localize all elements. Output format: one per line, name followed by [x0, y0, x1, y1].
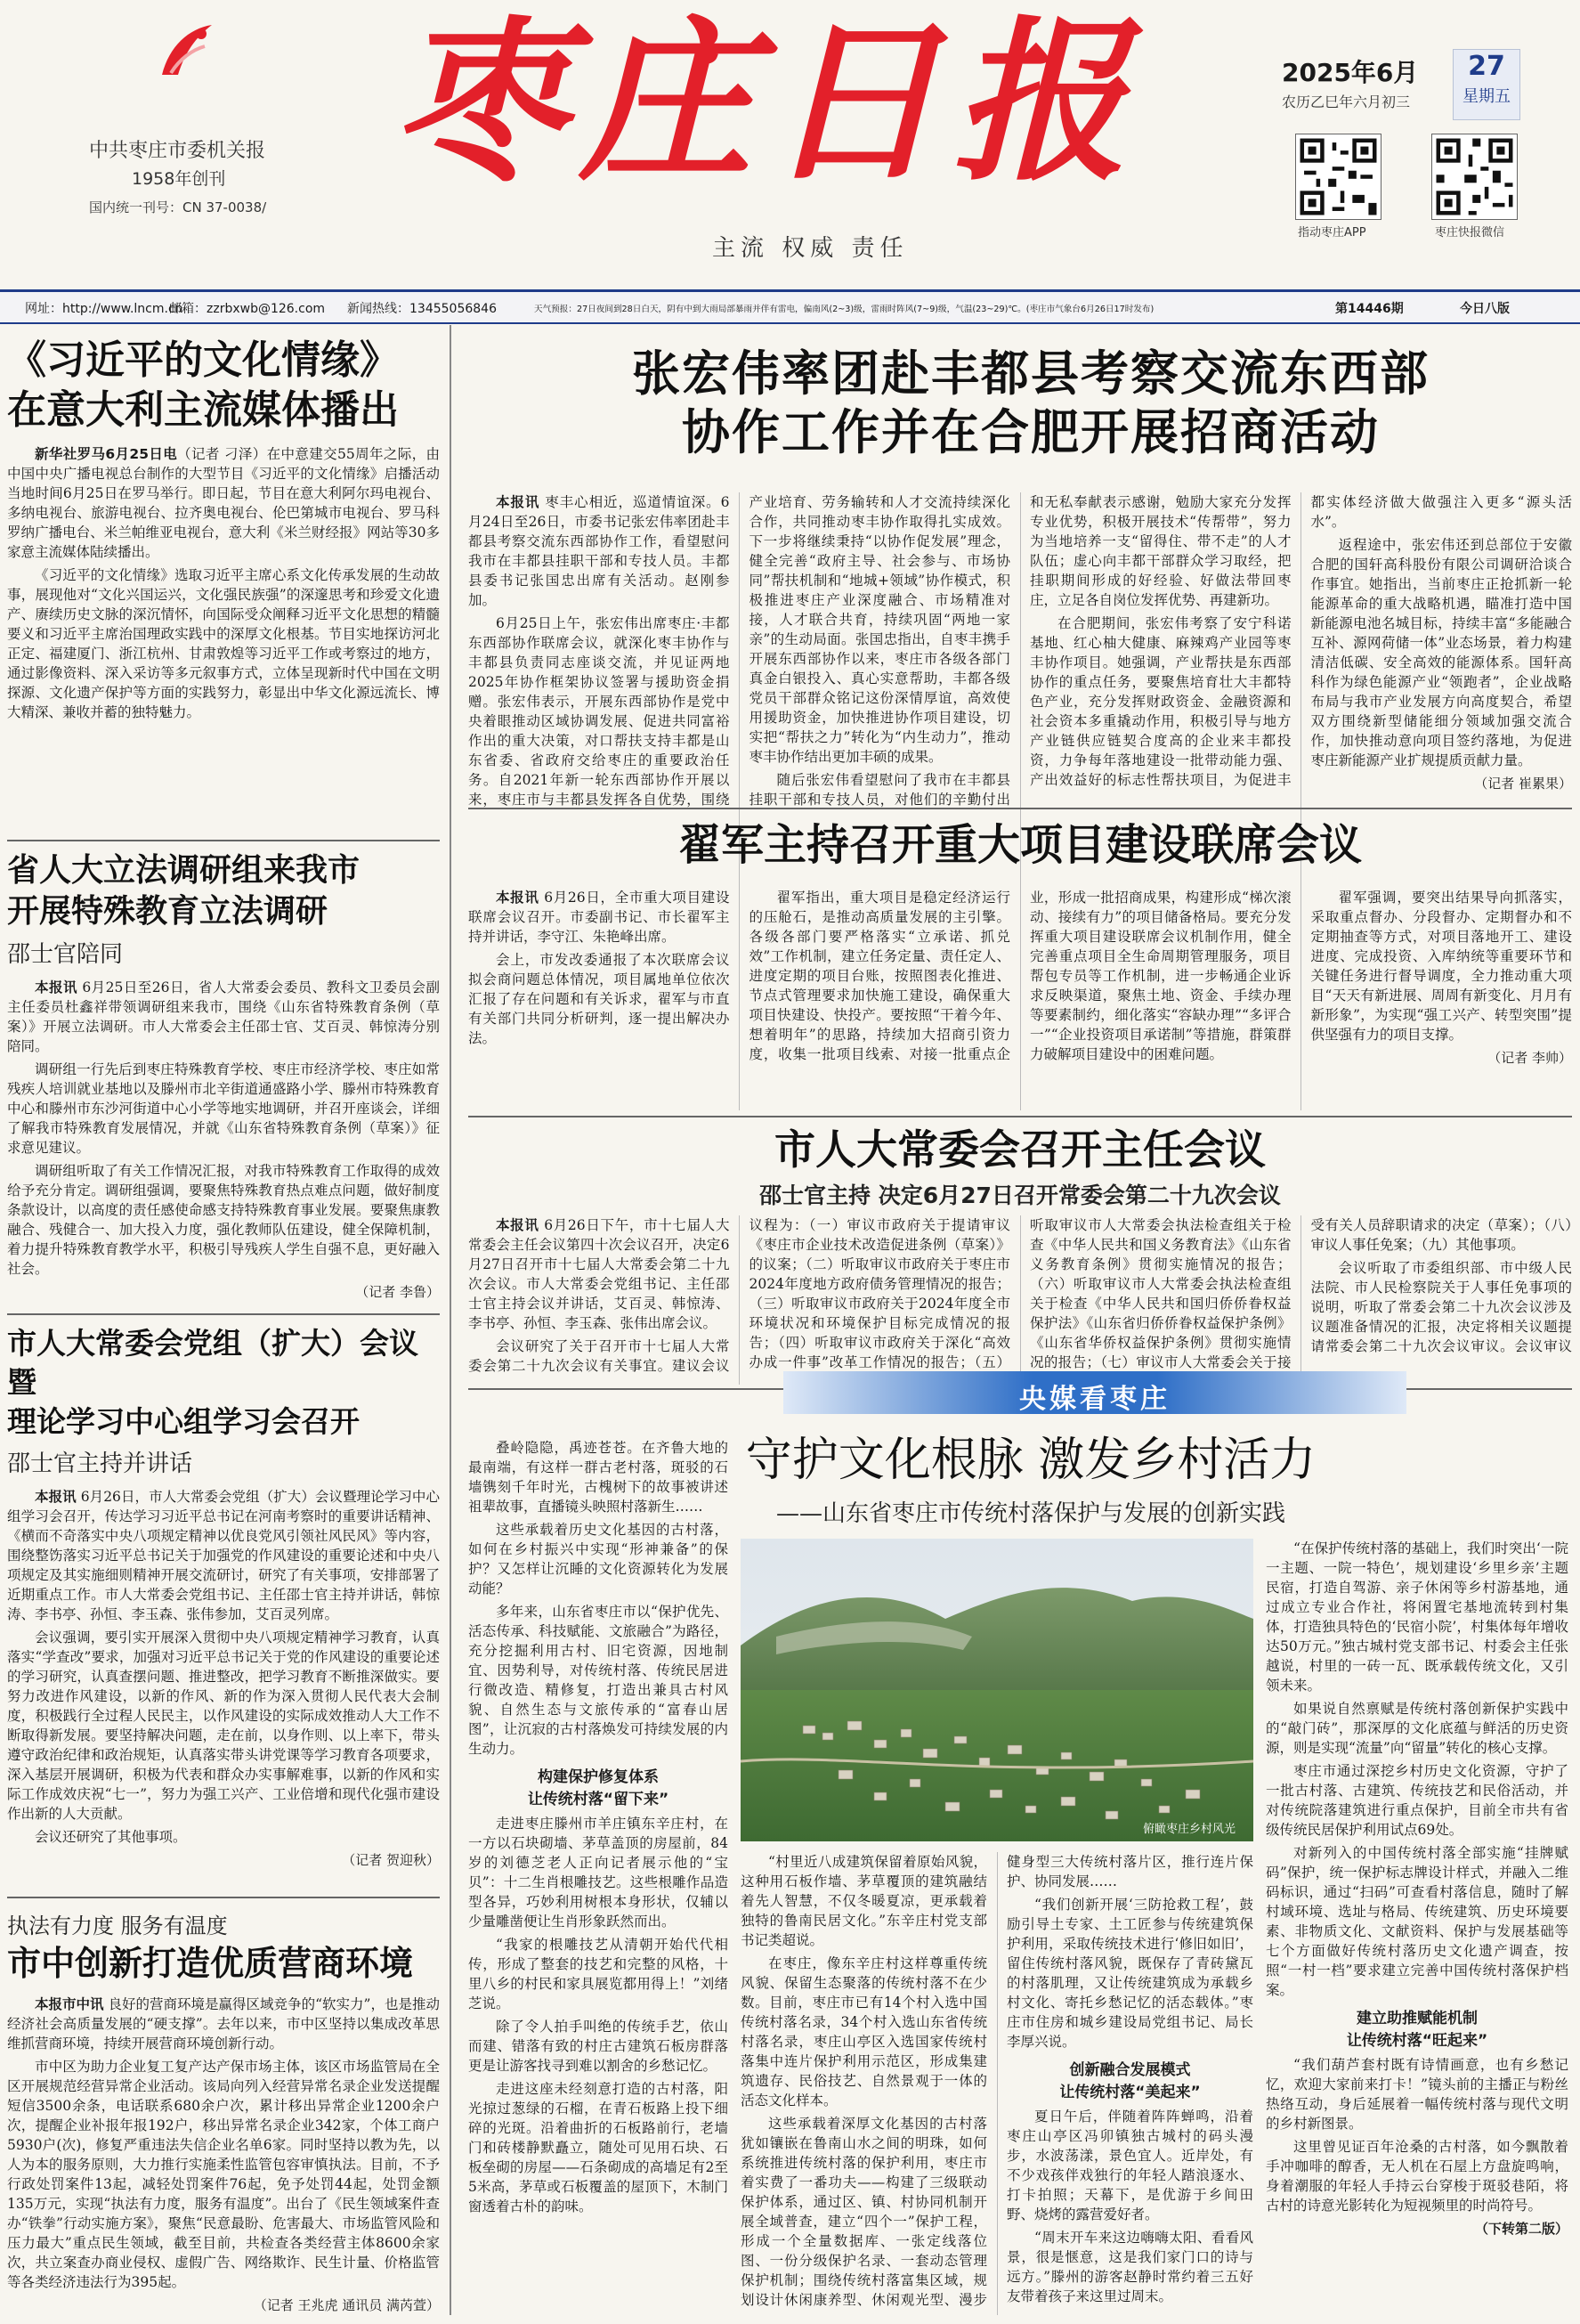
dateline: 本报讯	[496, 1217, 539, 1233]
paragraph: 除了令人拍手叫绝的传统手艺，依山而建、错落有致的村庄古建筑石板房群落更是让游客找寻到难以割舍的乡愁记忆。	[468, 2019, 728, 2074]
paragraph: 6月25日上午，张宏伟出席枣庄·丰都东西部协作联席会议，就深化枣丰协作与丰都县负责同志座谈交流，并见证两地2025年协作框架协议签署与援助资金捐赠。张宏伟表示，开展东西部协作是党中央着眼推动区域协调发展、促进共同富裕作出的重大决策，对口帮扶支持丰都是山东省委、省政府交给枣庄的重要政治任务。自2021年新一轮东西部协作开展以来，枣庄市与丰都县发挥各自优势，围绕产业培育、劳务输转和人才交流持续深化合作，共同推动枣丰协作取得扎实成效。下一步将继续秉持“以协作促发展”理念，健全完善“政府主导、社会参与、市场协同”帮扶机制和“地城+领域”协作模式，积极推进枣庄产业深度融合、市场精准对接，人才联合共育，持续巩固“两地一家亲”的生动局面。张国忠指出，自枣丰携手开展东西部协作以来，枣庄市各级各部门真金白银投入、真心实意帮助，丰都各级党员干部群众铭记这份深情厚谊，高效使用援助资金，加快推进协作项目建设，切实把“帮扶之力”转化为“内生动力”，推动枣丰协作结出更加丰硕的成果。	[468, 494, 1010, 808]
paragraph: 会上，市发改委通报了本次联席会议拟会商问题总体情况，项目属地单位依次汇报了存在问题和有关诉求，翟军与市直有关部门共同分析研判，逐一提出解决办法。	[468, 952, 730, 1046]
story-special-education	[7, 850, 440, 1301]
story-culture-program	[7, 336, 440, 726]
left-column	[0, 325, 451, 2315]
paragraph: 翟军强调，要突出结果导向抓落实，采取重点督办、分段督办、定期督办和不定期抽查等方式，对项目落地开工、建设进度、完成投资、入库纳统等重要环节和关键任务进行督导调度，全力推动重大项目“天天有新进展、周周有新变化、月月有新形象”，为实现“强工兴产、转型突围”提供坚强有力的项目支撑。	[1310, 890, 1572, 1043]
feature-body-col1	[468, 1438, 728, 2315]
director-meeting-body	[468, 1215, 1572, 1385]
headline-line1[interactable]: 《习近平的文化情缘》	[7, 337, 399, 383]
paragraph: 良好的营商环境是赢得区域竞争的“软实力”，也是推动经济社会高质量发展的“硬支撑”。去年以来，市中区坚持以集成改革思维抓营商环境，持续开展营商环境创新行动。	[7, 1996, 440, 2052]
byline: （记者 王兆虎 通讯员 满芮萱）	[253, 2297, 440, 2313]
feature-banner	[783, 1371, 1406, 1414]
section-heading: 构建保护修复体系 让传统村落“留下来”	[527, 1768, 669, 1808]
qr2-label: 枣庄快报微信	[1435, 226, 1505, 240]
kicker: 执法有力度 服务有温度	[7, 1914, 228, 1938]
paragraph: 随后张宏伟看望慰问了我市在丰都县挂职干部和专技人员，对他们的辛勤付出和无私奉献表示感谢，勉励大家充分发挥专业优势，积极开展技术“传帮带”，努力为当地培养一支“留得住、带不走”的人才队伍；虚心向丰都干部群众学习取经，把挂职期间形成的好经验、好做法带回枣庄，立足各自岗位发挥优势、再建新功。	[749, 494, 1292, 808]
dateline: 本报讯	[496, 890, 539, 906]
director-meeting-headline-block	[468, 1123, 1572, 1210]
section-heading: 建立助推赋能机制 让传统村落“旺起来”	[1346, 2010, 1488, 2050]
photo-image	[741, 1539, 1253, 1841]
slogan: 主流 权威 责任	[712, 235, 909, 262]
byline: （记者 李帅）	[1487, 1050, 1572, 1066]
feature-body-right-col	[1266, 1539, 1568, 2315]
dateline: 本报讯	[496, 494, 540, 510]
paragraph: 6月26日下午，市十七届人大常委会主任会议第四十次会议召开，决定6月27日召开市十七届人大常委会第二十九次会议。市人大常委会党组书记、主任邵士官主持会议并讲话，艾百灵、韩惊涛、李书亭、孙恒、李玉森、张伟出席会议。	[468, 1217, 730, 1331]
paragraph: 枣丰心相近，巡道情谊深。6月24日至26日，市委书记张宏伟率团赴丰都县考察交流东西部协作工作，看望慰问我市在丰都县挂职干部和专技人员。丰都县委书记张国忠出席有关活动。赵刚参加。	[468, 494, 730, 608]
qr-code-icon[interactable]	[1295, 134, 1381, 220]
photo-caption: 俯瞰枣庄乡村风光	[1142, 1823, 1236, 1836]
paragraph: 夏日午后，伴随着阵阵蝉鸣，沿着枣庄山亭区冯卯镇独古城村的码头漫步，水波荡漾，景色宜人。近岸处，有不少戏孩伴戏独行的年轻人踏浪逐水、打卡拍照；天幕下，是优游于乡间田野、烧烤的露营爱好者。	[1007, 2109, 1253, 2222]
headline-line2[interactable]: 开展特殊教育立法调研	[7, 893, 328, 930]
info-bar	[0, 289, 1580, 324]
dateline: 本报讯	[35, 979, 77, 995]
dateline: 新华社罗马6月25日电	[35, 446, 178, 462]
paragraph: 市中区为助力企业复工复产达产保市场主体，该区市场监管局在全区开展规范经营异常企业活动。该局向列入经营异常名录企业发送提醒短信3500余条，电话联系680余户次，累计移出异常企业1200余户次，提醒企业补报年报192户，移出异常名录企业342家，个体工商户5930户(次)，修复严重违法失信企业名单6家。同时坚持以教为先，以人为本的服务原则，大力推行实施柔性监管包容审慎执法。目前，不予行政处罚案件13起，减轻处罚案件76起，免予处罚44起，处罚金额135万元，实现“执法有力度，服务有温度”。出台了《民生领域案件查办“铁拳”行动实施方案》，聚焦“民意最盼、危害最大、市场监管风险和压力最大”重点民生领域，截至目前，共检查各类经营主体8600余家次，共立案查办商业侵权、虚假广告、网络欺诈、民生计量、价格监管等各类经济违法行为395起。	[7, 2059, 440, 2290]
paragraph: 会议研究了关于召开市十七届人大常委会第二十九次会议有关事宜。建议会议议程为：（一）审议市政府关于提请审议《枣庄市企业技术改造促进条例（草案）》的议案；（二）听取审议市政府关于枣庄市2024年度地方政府债务管理情况的报告；（三）听取审议市政府关于2024年度全市环境状况和环境保护目标完成情况的报告；（四）听取审议市政府关于深化“高效办成一件事”改革工作情况的报告；（五）听取审议市人大常委会执法检查组关于检查《中华人民共和国义务教育法》《山东省义务教育条例》贯彻实施情况的报告；（六）听取审议市人大常委会执法检查组关于检查《中华人民共和国归侨侨眷权益保护法》《山东省归侨侨眷权益保护条例》《山东省华侨权益保护条例》贯彻实施情况的报告；（七）审议市人大常委会关于接受有关人员辞职请求的决定（草案）；（八）审议人事任免案；（九）其他事项。	[468, 1217, 1572, 1374]
weekday: 星期五	[1463, 87, 1511, 106]
paragraph: 对新列入的中国传统村落全部实施“挂牌赋码”保护，统一保护标志牌设计样式，并融入二维码标识，通过“扫码”可查看村落信息，随时了解村域环境、选址与格局、传统建筑、历史环境要素、非物质文化、文献资料、保护与发展基础等七个方面做好传统村落历史文化遗产调查，按照“一村一档”要求建立完善中国传统村落保护档案。	[1266, 1845, 1568, 1998]
byline: （记者 崔累果）	[1474, 776, 1572, 792]
paragraph: 这些承载着历史文化基因的古村落，如何在乡村振兴中实现“形神兼备”的保护？又怎样让沉睡的文化资源转化为发展动能？	[468, 1522, 728, 1597]
divider	[7, 840, 440, 841]
paragraph: 返程途中，张宏伟还到总部位于安徽合肥的国轩高科股份有限公司调研洽谈合作事宜。她指出，当前枣庄正抢抓新一轮能源革命的重大战略机遇，瞄准打造中国新能源电池名城目标，持续丰富“多能融合互补、源网荷储一体”业态场景，着力构建清洁低碳、安全高效的能源体系。国轩高科作为绿色能源产业“领跑者”，企业战略布局与我市产业发展方向高度契合，希望双方围绕新型储能细分领域加强交流合作，加快推动意向项目签约落地，为促进枣庄新能源产业扩规提质贡献力量。	[1310, 537, 1572, 768]
paragraph: 调研组一行先后到枣庄特殊教育学校、枣庄市经济学校、枣庄如常残疾人培训就业基地以及滕州市北辛街道通盛路小学、滕州市特殊教育中心和滕州市东沙河街道中心小学等地实地调研，并召开座谈会，详细了解我市特殊教育发展情况，并就《山东省特殊教育条例（草案）》征求意见建议。	[7, 1061, 440, 1156]
paragraph: “我家的根雕技艺从清朝开始代代相传，形成了整套的技艺和完整的风格，十里八乡的村民和家具展览都用得上！”刘绪芝说。	[468, 1937, 728, 2011]
paragraph: 走进枣庄滕州市羊庄镇东辛庄村，在一方以石块砌墙、茅草盖顶的房屋前，84岁的刘德芝老人正向记者展示他的“宝贝”：十二生肖根雕技艺。这些根雕作品造型各异，巧妙利用树根本身形状，仅辅以少量雕凿便让生肖形象跃然而出。	[468, 1816, 728, 1930]
divider	[7, 1313, 440, 1315]
weather-forecast: 天气预报：27日夜间到28日白天，阴有中到大雨局部暴雨并伴有雷电，偏南风(2~3)级，雷雨时阵风(7~9)级，气温(23~29)℃。(枣庄市气象台6月26日17时发布)	[534, 305, 1155, 314]
paragraph: “周末开车来这边嗨嗨太阳、看看风景，很是惬意，这是我们家门口的诗与远方。”滕州的游客赵静时常约着三五好友带着孩子来这里过周末。	[1007, 2230, 1253, 2304]
paragraph: 会议还研究了其他事项。	[35, 1829, 187, 1845]
project-meeting-headline-block	[468, 817, 1572, 874]
paragraph: “村里近八成建筑保留着原始风貌，这种用石板作墙、茅草覆顶的建筑融结着先人智慧，不仅冬暖夏凉，更承载着独特的鲁南民居文化。”东辛庄村党支部书记类超说。	[741, 1854, 987, 1948]
subheadline: 邵士官主持并讲话	[7, 1450, 193, 1477]
divider	[468, 1116, 1572, 1117]
website[interactable]: 网址：http://www.lncm.cn	[25, 302, 183, 316]
paragraph: 6月25日至26日，省人大常委会委员、教科文卫委员会副主任委员杜鑫祥带领调研组来我市，围绕《山东省特殊教育条例（草案）》开展立法调研。市人大常委会主任邵士官、艾百灵、韩惊涛分别陪同。	[7, 979, 440, 1054]
email[interactable]: 邮箱：zzrbxwb@126.com	[169, 302, 326, 316]
day-number: 27	[1468, 51, 1505, 82]
qr1-label: 指动枣庄APP	[1298, 226, 1366, 240]
paragraph: 《习近平的文化情缘》选取习近平主席心系文化传承发展的生动故事，展现他对“文化兴国运兴，文化强民族强”的深邃思考和珍爱文化遗产、赓续历史文脉的深沉情怀，向国际受众阐释习近平文化思想的精髓要义和习近平主席治国理政实践中的深厚文化根基。节目实地探访河北正定、福建厦门、浙江杭州、甘肃敦煌等习近平工作或考察过的地方，通过影像资料、深入采访等多元叙事方式，立体呈现新时代中国在文明探源、文化遗产保护等方面的实践努力，彰显出中华文化源远流长、博大精深、兼收并蓄的独特魅力。	[7, 567, 440, 720]
masthead	[0, 0, 1580, 272]
subheadline: 邵士官陪同	[7, 941, 124, 968]
story-business-environment	[7, 1908, 440, 2314]
paragraph: 如果说自然禀赋是传统村落创新保护实践中的“敲门砖”，那深厚的文化底蕴与鲜活的历史资源，则是实现“流量”向“留量”转化的核心支撑。	[1266, 1701, 1568, 1756]
issn-label: 国内统一刊号：CN 37-0038/	[89, 199, 267, 215]
page-count: 今日八版	[1460, 302, 1510, 316]
hotline: 新闻热线：13455056846	[347, 302, 497, 316]
headline-line1[interactable]: 省人大立法调研组来我市	[7, 852, 361, 889]
paragraph: 走进这座未经刻意打造的古村落，阳光掠过葱绿的石榴，在青石板路上投下细碎的光斑。沿着曲折的石板路前行，老墙门和砖楼静默矗立，随处可见用石块、石板垒砌的房屋——石条砌成的高墙足有2至5米高，茅草或石板覆盖的屋顶下，木制门窗透着古朴的韵味。	[468, 2081, 728, 2214]
divider	[7, 1897, 440, 1898]
paragraph: 叠岭隐隐，禹迹苍苍。在齐鲁大地的最南端，有这样一群古老村落，斑驳的石墙镌刻千年时光，古槐树下的故事被讲述祖辈故事，直播镜头映照村落新生……	[468, 1440, 728, 1515]
lead-headline-line2[interactable]: 协作工作并在合肥开展招商活动	[682, 404, 1380, 460]
headline[interactable]: 市人大常委会召开主任会议	[774, 1125, 1266, 1174]
issue-date: 2025年6月	[1282, 58, 1419, 87]
paragraph: 6月26日，全市重大项目建设联席会议召开。市委副书记、市长翟军主持并讲话，李守江、朱艳峰出席。	[468, 890, 730, 945]
feature-subheadline: ——山东省枣庄市传统村落保护与发展的创新实践	[775, 1500, 1285, 1527]
story-party-meeting	[7, 1324, 440, 1869]
paragraph: “我们葫芦套村既有诗情画意，也有乡愁记忆，欢迎大家前来打卡！”镜头前的主播正与粉丝热络互动，身后延展着一幅传统村落与现代文明的乡村新图景。	[1266, 2057, 1568, 2132]
project-meeting-body	[468, 888, 1572, 1110]
paragraph: 这些承载着深厚文化基因的古村落犹如镶嵌在鲁南山水之间的明珠，如何系统推进传统村落的保护利用，枣庄市着实费了一番功夫——构建了三级联动保护体系，通过区、镇、村协同机制开展全域普查，建立“四个一”保护工程，形成一个全量数据库、一张定线落位图、一份分级保护名录、一套动态管理保护机制；围绕传统村落富集区域，规划设计休闲康养型、休闲观光型、漫步健身型三大传统村落片区，推行连片保护、协同发展……	[741, 1854, 1253, 2308]
headline-line1[interactable]: 市人大常委会党组（扩大）会议暨	[7, 1326, 418, 1400]
paragraph: “我们创新开展‘三防抢救工程’，鼓励引导土专家、土工匠参与传统建筑保护利用，采取传统技术进行‘修旧如旧’，留住传统村落风貌，既保存了青砖黛瓦的村落肌理，又让传统建筑成为承载乡村文化、寄托乡愁记忆的活态载体。”枣庄市住房和城乡建设局党组书记、局长李厚兴说。	[1007, 1897, 1253, 2050]
feature-body-below-photo	[741, 1852, 1253, 2315]
headline-line2[interactable]: 在意大利主流媒体播出	[7, 387, 399, 433]
paragraph: 6月26日，市人大常委会党组（扩大）会议暨理论学习中心组学习会召开，传达学习习近平总书记在河南考察时的重要讲话精神、《横而不奇落实中央八项规定精神以优良党风引领社风民风》等内容，围绕整饬落实习近平总书记关于加强党的作风建设的重要论述和中央八项规定及其实施细则精神开展交流研讨，研究了有关事项，安排部署了近期重点工作。市人大常委会党组书记、主任邵士官主持并讲话，韩惊涛、李书亭、孙恒、李玉森、张伟参加，艾百灵列席。	[7, 1489, 440, 1622]
paragraph: 枣庄市通过深挖乡村历史文化资源，守护了一批古村落、古建筑、传统技艺和民俗活动，并对传统院落建筑进行重点保护，目前全市共有省级传统民居保护利用试点69处。	[1266, 1763, 1568, 1838]
feature-headline[interactable]: 守护文化根脉 激发乡村活力	[745, 1434, 1317, 1487]
issue-number: 第14446期	[1335, 302, 1404, 316]
headline-line2[interactable]: 理论学习中心组学习会召开	[7, 1404, 360, 1439]
paragraph: （记者 刁泽）在中意建交55周年之际，由中国中央广播电视总台制作的大型节目《习近平的文化情缘》启播活动当地时间6月25日在罗马举行。即日起，节目在意大利阿尔玛电视台、多纳电视台、旅游电视台、拉齐奥电视台、伦巴第城市电视台、罗马科罗纳广播电台、米兰帕维亚电视台，意大利《米兰财经报》网站等30多家意主流媒体陆续播出。	[7, 446, 441, 560]
paragraph: 在合肥期间，张宏伟考察了安宁科诺基地、红心柚大健康、麻辣鸡产业园等枣丰协作项目。她强调，产业帮扶是东西部协作的重点任务，要聚焦培育壮大丰都特色产业，充分发挥财政资金、金融资源和社会资本多重撬动作用，积极引导与地方产业链供应链契合度高的企业来丰都投资，力争每年落地建设一批带动能力强、产出效益好的标志性帮扶项目，为促进丰都实体经济做大做强注入更多“源头活水”。	[1030, 494, 1572, 788]
paragraph: 会议听取了市委组织部、市中级人民法院、市人民检察院关于人事任免事项的说明，听取了常委会第二十九次会议涉及议题准备情况的汇报，决定将相关议题提请常委会第二十九次会议审议。会议审议	[1310, 1260, 1572, 1354]
continued-notice[interactable]: （下转第二版）	[1474, 2221, 1568, 2237]
masthead-title: 枣庄日报	[392, 0, 1140, 205]
founded-label: 1958年创刊	[132, 169, 226, 189]
divider	[468, 808, 1572, 809]
section-heading: 创新融合发展模式 让传统村落“美起来”	[1059, 2061, 1201, 2101]
byline: （记者 贺迎秋）	[342, 1852, 440, 1868]
publisher-label: 中共枣庄市委机关报	[89, 140, 266, 162]
paragraph: 在枣庄，像东辛庄村这样尊重传统风貌、保留生态聚落的传统村落不在少数。目前，枣庄市已有14个村入选中国传统村落名录，34个村入选山东省传统村落名录，枣庄山亭区入选国家传统村落集中连片保护利用示范区，形成集建筑遗存、民俗技艺、自然景观于一体的活态文化样本。	[741, 1955, 987, 2109]
banner-label: 央媒看枣庄	[1019, 1384, 1171, 1415]
headline[interactable]: 市中创新打造优质营商环境	[7, 1943, 414, 1983]
lead-headline-block	[523, 345, 1538, 462]
paragraph: 这里曾见证百年沧桑的古村落，如今飘散着手冲咖啡的醇香，无人机在石屋上方盘旋鸣响，身着潮服的年轻人手持云台穿梭于斑驳巷陌，将古村的诗意光影转化为短视频里的时尚符号。	[1266, 2139, 1568, 2214]
byline: （记者 李鲁）	[355, 1284, 440, 1300]
qr-code-icon[interactable]	[1431, 134, 1518, 220]
day-box	[1453, 49, 1520, 120]
paragraph: 翟军指出，重大项目是稳定经济运行的压舱石，是推动高质量发展的主引擎。各级各部门要严格落实“立承诺、抓兑效”工作机制，建立任务定量、责任定人、进度定期的项目台账，按照图表化推进、节点式管理要求加快施工建设，确保重大项目快建设、快投产。要按照“干着今年、想着明年”的思路，持续加大招商引资力度，收集一批项目线索、对接一批重点企业，形成一批招商成果，构建形成“梯次滚动、接续有力”的项目储备格局。要充分发挥重大项目建设联席会议机制作用，健全完善重点项目全生命周期管理服务，项目帮包专员等工作机制，进一步畅通企业诉求反映渠道，聚焦土地、资金、手续办理等要素制约，细化落实“容缺办理”“多评合一”“企业投资项目承诺制”等措施，群策群力破解项目建设中的困难问题。	[749, 890, 1292, 1062]
paragraph: 多年来，山东省枣庄市以“保护优先、活态传承、科技赋能、文旅融合”为路径，充分挖掘利用古村、旧宅资源，因地制宜、因势利导，对传统村落、传统民居进行微改造、精修复，打造出兼具古村风貌、自然生态与文旅传承的“富春山居图”，让沉寂的古村落焕发可持续发展的内生动力。	[468, 1604, 728, 1757]
lead-headline-line1[interactable]: 张宏伟率团赴丰都县考察交流东西部	[632, 345, 1430, 402]
paragraph: 调研组听取了有关工作情况汇报，对我市特殊教育工作取得的成效给予充分肯定。调研组强调，要聚焦特殊教育热点难点问题，做好制度条款设计，以高度的责任感使命感支持特殊教育事业发展。要聚焦康教融合、残健合一、加大投入力度，强化教师队伍建设，健全保障机制，着力提升特殊教育教学水平，积极引导残疾人学生自强不息，更好融入社会。	[7, 1163, 440, 1277]
village-aerial-photo[interactable]	[741, 1539, 1253, 1841]
lunar-date: 农历乙巳年六月初三	[1282, 93, 1411, 110]
dateline: 本报市中讯	[35, 1996, 104, 2012]
paragraph: “在保护传统村落的基础上，我们时突出‘一院一主题、一院一特色’，规划建设‘乡里乡亲’主题民宿，打造自驾游、亲子休闲等乡村游基地，通过成立专业合作社，将闲置宅基地流转到村集体，打造独具特色的‘民宿小院’，村集体每年增收达50万元。”独古城村党支部书记、村委会主任张越说，村里的一砖一瓦、既承载传统文化，又引领未来。	[1266, 1540, 1568, 1694]
paragraph: 会议强调，要引实开展深入贯彻中央八项规定精神学习教育，认真落实“学查改”要求，加强对习近平总书记关于党的作风建设的重要论述的学习研究，认真查摆问题、推进整改，把学习教育不断推深做实。要努力改进作风建设，以新的作风、新的作为深入贯彻人民代表大会制度，积极践行全过程人民民主，以作风建设的实际成效推动人大工作不断取得新发展。要坚持解决问题，走在前，以身作则、以上率下，带头遵守政治纪律和政治规矩，认真落实带头讲党课等学习教育各项要求，深入基层开展调研，积极为代表和群众办实事解难事，以新的作风和实际工作成效庆祝“七一”，努力为强工兴产、工业倍增和现代化强市建设作出新的人大贡献。	[7, 1629, 440, 1822]
dateline: 本报讯	[35, 1489, 77, 1505]
newspaper-logo-icon	[153, 20, 217, 84]
subheadline: 邵士官主持 决定6月27日召开常委会第二十九次会议	[759, 1182, 1281, 1208]
headline[interactable]: 翟军主持召开重大项目建设联席会议	[677, 820, 1362, 870]
lead-story-body	[468, 492, 1572, 948]
